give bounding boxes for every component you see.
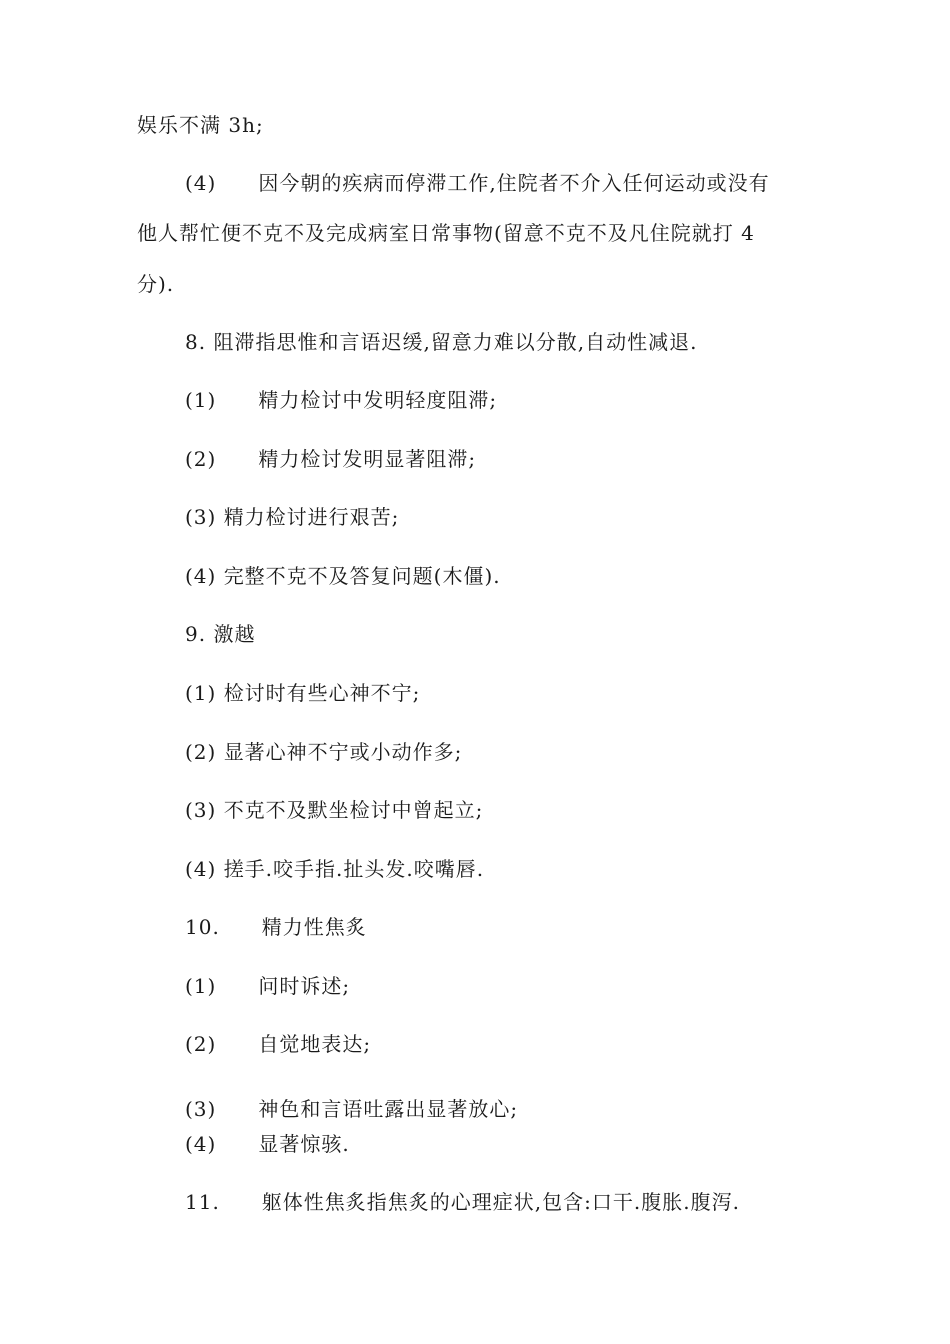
text-line: 10. 精力性焦炙 (185, 915, 367, 939)
text-line: (3) 不克不及默坐检讨中曾起立; (185, 798, 484, 822)
text-line: (4) 显著惊骇. (185, 1132, 350, 1156)
text-line: (1) 问时诉述; (185, 974, 351, 998)
text-line: (3) 神色和言语吐露出显著放心; (185, 1097, 519, 1121)
text-line: (4) 完整不克不及答复问题(木僵). (185, 564, 501, 588)
text-line: (2) 自觉地表达; (185, 1032, 372, 1056)
text-line: 娱乐不满 3h; (137, 113, 264, 137)
text-line: (2) 精力检讨发明显著阻滞; (185, 447, 477, 471)
text-line: 9. 激越 (185, 622, 256, 646)
text-line: (4) 搓手.咬手指.扯头发.咬嘴唇. (185, 857, 485, 881)
text-line: 分). (137, 272, 175, 296)
text-line: (2) 显著心神不宁或小动作多; (185, 740, 463, 764)
text-line: 11. 躯体性焦炙指焦炙的心理症状,包含:口干.腹胀.腹泻. (185, 1190, 740, 1214)
text-line: 他人帮忙便不克不及完成病室日常事物(留意不克不及凡住院就打 4 (137, 221, 755, 245)
text-line: 8. 阻滞指思惟和言语迟缓,留意力难以分散,自动性减退. (185, 330, 698, 354)
text-line: (4) 因今朝的疾病而停滞工作,住院者不介入任何运动或没有 (185, 171, 770, 195)
text-line: (3) 精力检讨进行艰苦; (185, 505, 400, 529)
text-line: (1) 精力检讨中发明轻度阻滞; (185, 388, 498, 412)
text-line: (1) 检讨时有些心神不宁; (185, 681, 421, 705)
